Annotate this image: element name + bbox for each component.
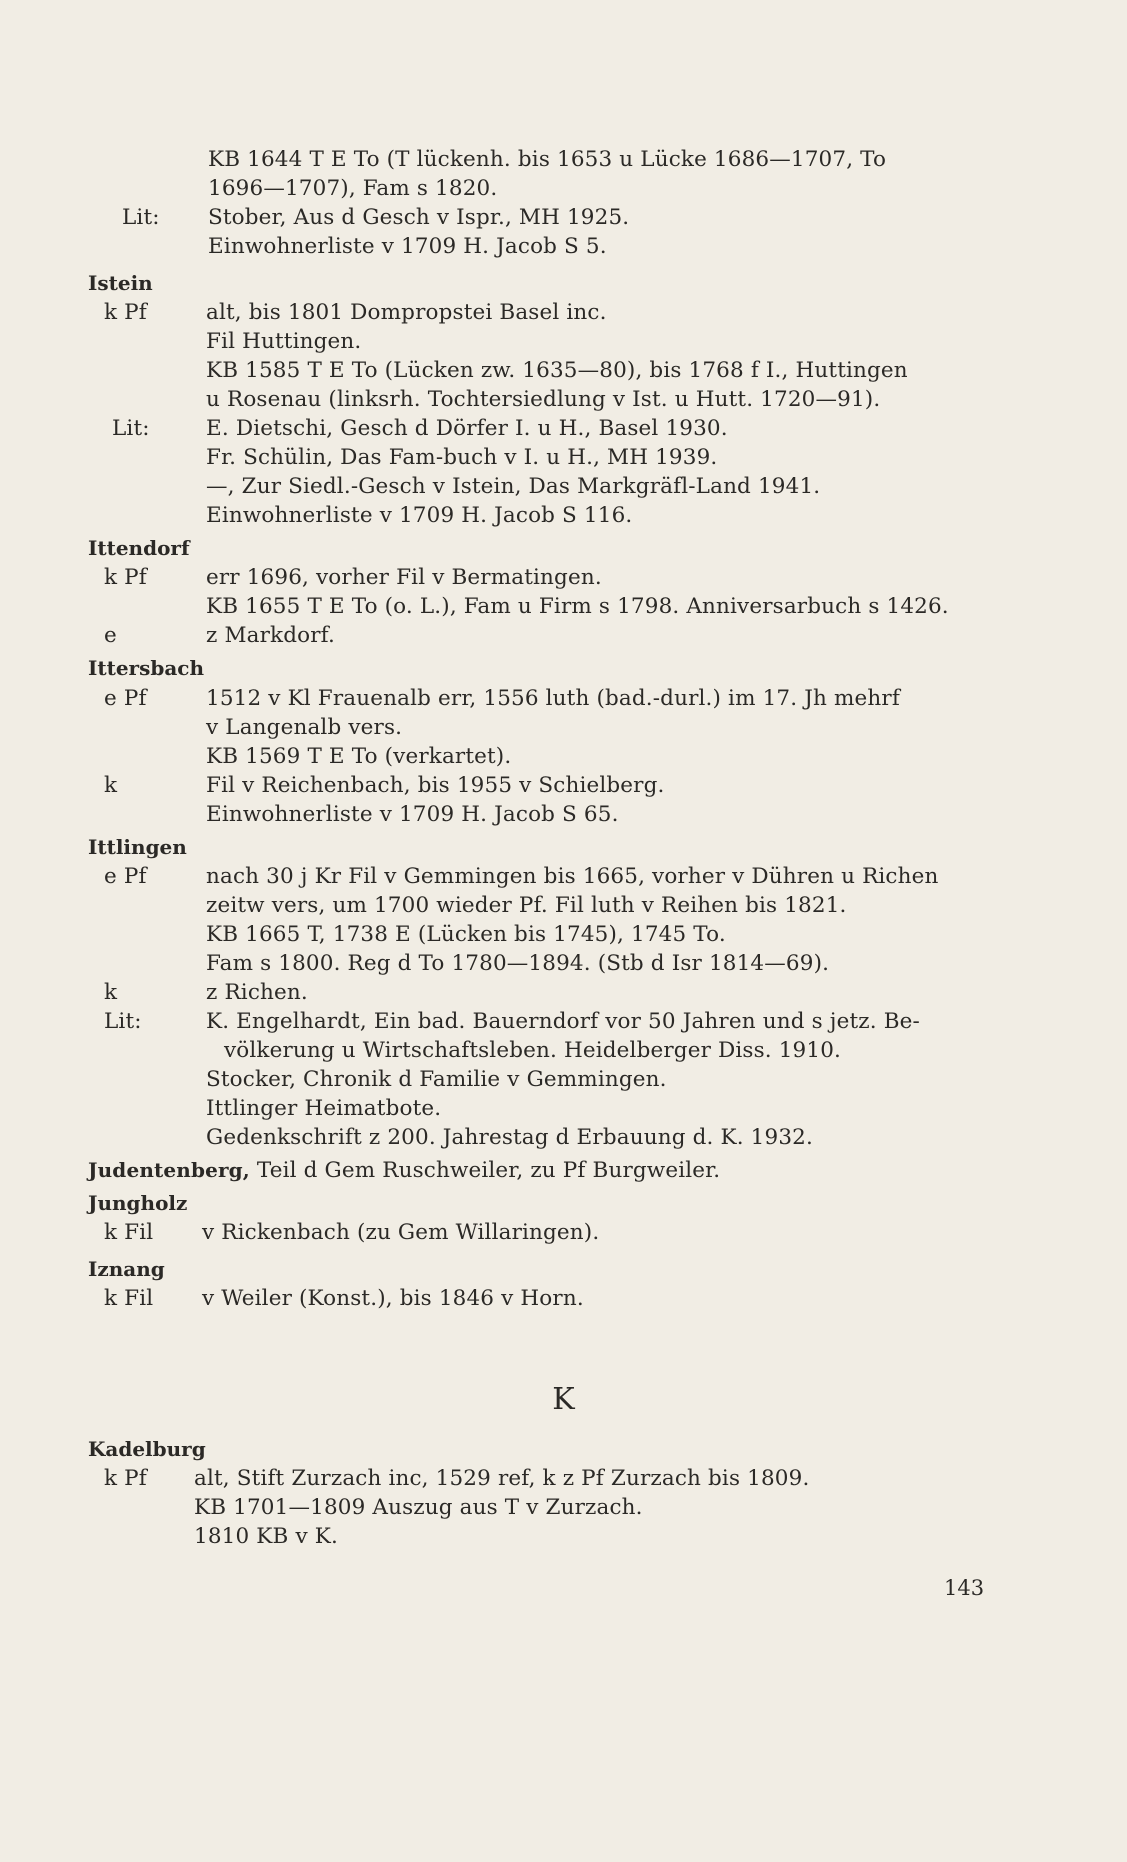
text-line: Einwohnerliste v 1709 H. Jacob S 116. (206, 503, 633, 529)
entry-istein (88, 269, 1008, 530)
page-number: 143 (944, 1576, 985, 1600)
entry-heading: Ittendorf (88, 536, 190, 561)
entry-judentenberg (88, 1156, 1008, 1185)
entry-heading: Ittersbach (88, 656, 205, 681)
text-line: v Langenalb vers. (206, 714, 403, 740)
text-line: Fr. Schülin, Das Fam-buch v I. u H., MH 1939. (206, 445, 718, 471)
text-line: —, Zur Siedl.-Gesch v Istein, Das Markgräfl-Land 1941. (206, 474, 821, 500)
text-line: Stocker, Chronik d Familie v Gemmingen. (206, 1066, 667, 1092)
text-line: k Fil v Weiler (Konst.), bis 1846 v Horn. (104, 1286, 584, 1312)
text-line: k Pf alt, bis 1801 Dompropstei Basel inc. (104, 300, 607, 326)
entry-ittendorf (88, 534, 1008, 650)
text-line: e Pf nach 30 j Kr Fil v Gemmingen bis 1665, vorher v Dühren u Richen (104, 863, 939, 889)
text-line: Gedenkschrift z 200. Jahrestag d Erbauung d. K. 1932. (206, 1124, 813, 1150)
entry-ittlingen (88, 833, 1008, 1152)
text-line: KB 1644 T E To (T lückenh. bis 1653 u Lücke 1686—1707, To (208, 147, 887, 172)
text-line: k Pf err 1696, vorher Fil v Bermatingen. (104, 565, 602, 591)
section-letter: K (552, 1382, 575, 1417)
text-line: u Rosenau (linksrh. Tochtersiedlung v Ist. u Hutt. 1720—91). (206, 387, 881, 413)
entry-iznang (88, 1255, 1008, 1313)
entry-kadelburg (88, 1435, 1008, 1551)
text-line: Lit: E. Dietschi, Gesch d Dörfer I. u H., Basel 1930. (112, 416, 728, 442)
text-line: 1810 KB v K. (194, 1524, 338, 1550)
entry-text: Teil d Gem Ruschweiler, zu Pf Burgweiler. (256, 1157, 721, 1183)
text-line: Lit: Stober, Aus d Gesch v Ispr., MH 1925. (122, 205, 630, 230)
text-line: k z Richen. (104, 979, 308, 1005)
text-line: KB 1569 T E To (verkartet). (206, 743, 512, 769)
text-line: Fil Huttingen. (206, 329, 362, 355)
text-line: e Pf 1512 v Kl Frauenalb err, 1556 luth (bad.-durl.) im 17. Jh mehrf (104, 685, 900, 711)
entry-heading: Kadelburg (88, 1437, 206, 1461)
entry-ittersbach (88, 654, 1008, 828)
text-line: KB 1585 T E To (Lücken zw. 1635—80), bis 1768 f I., Huttingen (206, 358, 908, 384)
entry-heading: Ittlingen (88, 834, 187, 859)
text-line: KB 1655 T E To (o. L.), Fam u Firm s 1798. Anniversarbuch s 1426. (206, 594, 949, 620)
text-line: Ittlinger Heimatbote. (206, 1095, 442, 1121)
document-page (88, 145, 1008, 1313)
text-line: Lit: K. Engelhardt, Ein bad. Bauerndorf vor 50 Jahren und s jetz. Be- (104, 1008, 920, 1034)
continued-entry (88, 145, 1008, 261)
text-line: KB 1701—1809 Auszug aus T v Zurzach. (194, 1495, 643, 1521)
text-line: e z Markdorf. (104, 623, 335, 649)
text-line: k Fil v Rickenbach (zu Gem Willaringen). (104, 1219, 600, 1245)
text-line: völkerung u Wirtschaftsleben. Heidelberger Diss. 1910. (224, 1037, 842, 1063)
entry-heading: Istein (88, 271, 153, 295)
text-line: Fam s 1800. Reg d To 1780—1894. (Stb d Isr 1814—69). (206, 950, 830, 976)
text-line: KB 1665 T, 1738 E (Lücken bis 1745), 1745 To. (206, 921, 726, 947)
text-line: 1696—1707), Fam s 1820. (208, 176, 498, 201)
text-line: zeitw vers, um 1700 wieder Pf. Fil luth v Reihen bis 1821. (206, 892, 847, 918)
entry-heading: Jungholz (88, 1190, 188, 1215)
text-line: Einwohnerliste v 1709 H. Jacob S 5. (208, 234, 607, 259)
text-line: k Pf alt, Stift Zurzach inc, 1529 ref, k z Pf Zurzach bis 1809. (104, 1466, 810, 1492)
entry-heading: Iznang (88, 1256, 165, 1281)
entry-jungholz (88, 1189, 1008, 1247)
text-line: k Fil v Reichenbach, bis 1955 v Schielberg. (104, 772, 665, 798)
text-line: Einwohnerliste v 1709 H. Jacob S 65. (206, 801, 619, 827)
entry-heading: Judentenberg, (88, 1157, 250, 1182)
